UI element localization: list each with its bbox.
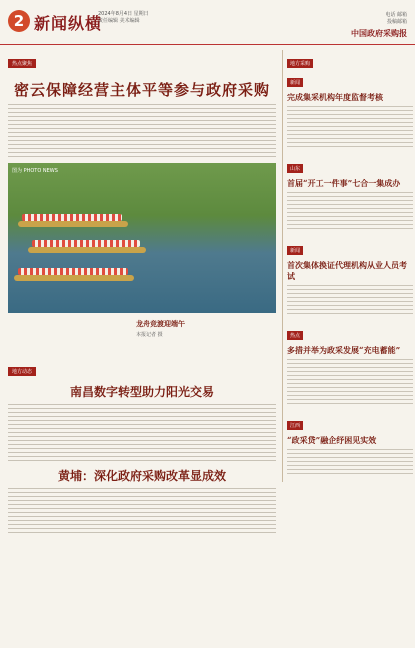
article-headline: 首次集体换证代理机构从业人员考试 <box>287 260 407 281</box>
photo-credit: 图为 PHOTO NEWS <box>12 168 58 174</box>
article-headline: 多措并举为政采发展“充电蓄能” <box>287 345 401 355</box>
headline-miyun: 密云保障经营主体平等参与政府采购 <box>13 81 270 99</box>
headline-huangpu: 黄埔：深化政府采购改革显成效 <box>57 469 226 483</box>
article-tag: 新闻 <box>287 78 303 87</box>
right-section-tag: 地方采购 <box>287 59 313 68</box>
article-headline: “政采贷”融企纾困见实效 <box>287 435 377 445</box>
section-number-logo: 2 <box>8 10 30 32</box>
article-body-nanchang <box>8 404 276 461</box>
article-body-huangpu <box>8 488 276 533</box>
photo-caption-title: 龙舟竞渡迎端午 <box>136 319 185 328</box>
right-article-3 <box>287 237 413 314</box>
issue-editors: 责任编辑 美术编辑 <box>98 18 140 24</box>
right-column <box>282 50 413 482</box>
article-headline: 首届“开工一件事”七合一集成办 <box>287 178 401 188</box>
section-tag: 热点聚焦 <box>8 59 36 68</box>
page-header <box>0 0 415 45</box>
article-tag: 江西 <box>287 421 303 430</box>
right-article-4 <box>287 322 413 404</box>
section-tag-2: 地方动态 <box>8 367 36 376</box>
issue-meta <box>98 11 149 25</box>
right-article-5 <box>287 412 413 474</box>
right-article-2 <box>287 155 413 229</box>
left-column <box>8 50 276 536</box>
article-tag: 新闻 <box>287 246 303 255</box>
right-article-1 <box>287 69 413 147</box>
contact-email: 投稿邮箱 <box>386 19 407 25</box>
headline-nanchang: 南昌数字转型助力阳光交易 <box>69 385 214 399</box>
dragon-boat-photo <box>8 163 276 313</box>
section-title: 新闻纵横 <box>34 14 103 33</box>
article-tag: 山东 <box>287 164 303 173</box>
issue-date: 2024年8月4日 星期日 <box>98 11 149 17</box>
article-headline: 完成集采机构年度监督考核 <box>287 92 383 102</box>
photo-caption-byline: 本报记者 摄 <box>136 332 163 338</box>
article-body-miyun <box>8 104 276 157</box>
contact-phone: 电话 邮箱 <box>385 12 407 18</box>
article-tag: 热点 <box>287 331 303 340</box>
contact-meta <box>385 12 407 26</box>
newspaper-brand: 中国政府采购报 <box>351 28 407 38</box>
